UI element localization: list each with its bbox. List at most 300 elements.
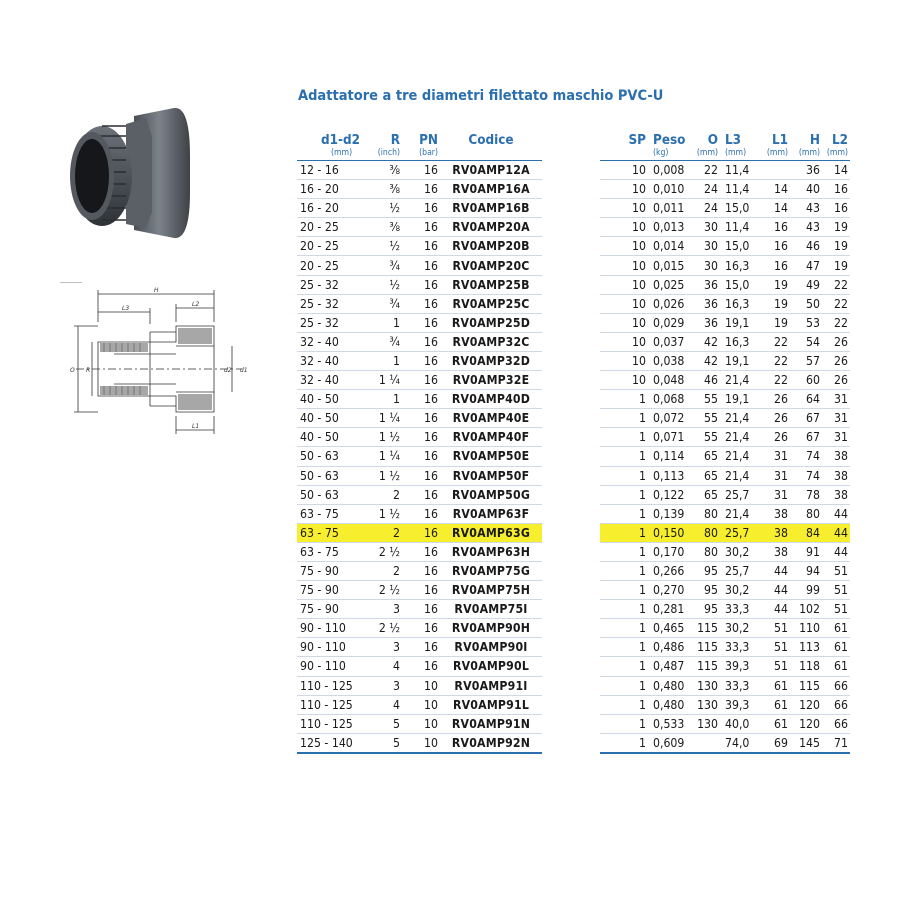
cell-pn: 16 xyxy=(402,390,440,409)
cell-l3: 15,0 xyxy=(720,237,752,256)
cell-peso: 0,029 xyxy=(648,313,690,332)
column-unit-l1: (mm) xyxy=(766,148,788,158)
header-row xyxy=(297,128,850,148)
cell-l3: 74,0 xyxy=(720,733,752,753)
cell-code: RV0AMP12A xyxy=(440,161,542,180)
cell-peso: 0,486 xyxy=(648,638,690,657)
cell-gap xyxy=(542,180,600,199)
cell-gap xyxy=(542,313,600,332)
cell-code: RV0AMP40D xyxy=(440,390,542,409)
table-row xyxy=(297,600,850,619)
cell-d: 90 - 110 xyxy=(297,619,370,638)
cell-l2: 61 xyxy=(822,657,850,676)
column-unit-h: (mm) xyxy=(798,148,820,158)
cell-gap xyxy=(542,600,600,619)
cell-l1: 38 xyxy=(752,504,790,523)
cell-l2: 61 xyxy=(822,638,850,657)
cell-r: 2 ½ xyxy=(370,542,402,561)
cell-d: 25 - 32 xyxy=(297,313,370,332)
cell-d: 125 - 140 xyxy=(297,733,370,753)
cell-d: 75 - 90 xyxy=(297,561,370,580)
cell-r: ¾ xyxy=(370,332,402,351)
cell-sp: 1 xyxy=(600,428,648,447)
table-row xyxy=(297,256,850,275)
cell-code: RV0AMP16B xyxy=(440,199,542,218)
cell-l2: 51 xyxy=(822,600,850,619)
cell-code: RV0AMP50E xyxy=(440,447,542,466)
cell-pn: 16 xyxy=(402,657,440,676)
product-photo xyxy=(62,96,192,248)
cell-r: ⅜ xyxy=(370,180,402,199)
table-body xyxy=(297,161,850,753)
cell-h: 67 xyxy=(790,428,822,447)
cell-sp: 1 xyxy=(600,733,648,753)
cell-pn: 16 xyxy=(402,523,440,542)
cell-l3: 16,3 xyxy=(720,256,752,275)
dim-l3-label: L3 xyxy=(122,305,130,312)
cell-o: 115 xyxy=(690,657,720,676)
cell-sp: 1 xyxy=(600,523,648,542)
table-row xyxy=(297,676,850,695)
cell-l3: 15,0 xyxy=(720,275,752,294)
cell-o: 80 xyxy=(690,523,720,542)
cell-l1: 51 xyxy=(752,638,790,657)
cell-l3: 16,3 xyxy=(720,332,752,351)
cell-l1: 38 xyxy=(752,523,790,542)
cell-o: 46 xyxy=(690,371,720,390)
cell-peso: 0,026 xyxy=(648,294,690,313)
cell-l1: 69 xyxy=(752,733,790,753)
cell-pn: 16 xyxy=(402,504,440,523)
cell-peso: 0,270 xyxy=(648,581,690,600)
cell-l2: 38 xyxy=(822,485,850,504)
cell-peso: 0,048 xyxy=(648,371,690,390)
cell-code: RV0AMP20C xyxy=(440,256,542,275)
cell-r: 2 xyxy=(370,523,402,542)
cell-o: 80 xyxy=(690,504,720,523)
cell-l2: 19 xyxy=(822,218,850,237)
cell-r: ½ xyxy=(370,199,402,218)
cell-l2: 66 xyxy=(822,714,850,733)
cell-gap xyxy=(542,447,600,466)
cell-r: 1 ½ xyxy=(370,428,402,447)
cell-pn: 16 xyxy=(402,275,440,294)
table-row xyxy=(297,733,850,753)
cell-l2: 16 xyxy=(822,180,850,199)
cell-peso: 0,015 xyxy=(648,256,690,275)
cell-code: RV0AMP91I xyxy=(440,676,542,695)
cell-h: 102 xyxy=(790,600,822,619)
cell-l2: 71 xyxy=(822,733,850,753)
cell-o: 65 xyxy=(690,447,720,466)
table-row xyxy=(297,428,850,447)
cell-pn: 16 xyxy=(402,218,440,237)
cell-pn: 16 xyxy=(402,351,440,370)
cell-h: 74 xyxy=(790,466,822,485)
cell-l3: 15,0 xyxy=(720,199,752,218)
cell-sp: 10 xyxy=(600,371,648,390)
cell-r: 1 xyxy=(370,390,402,409)
cell-d: 40 - 50 xyxy=(297,409,370,428)
cell-gap xyxy=(542,294,600,313)
cell-d: 110 - 125 xyxy=(297,714,370,733)
cell-o: 36 xyxy=(690,294,720,313)
cell-sp: 10 xyxy=(600,218,648,237)
cell-l3: 21,4 xyxy=(720,409,752,428)
cell-l1: 44 xyxy=(752,600,790,619)
cell-h: 43 xyxy=(790,218,822,237)
cell-sp: 1 xyxy=(600,390,648,409)
cell-o: 55 xyxy=(690,428,720,447)
cell-peso: 0,533 xyxy=(648,714,690,733)
cell-r: 1 ¼ xyxy=(370,447,402,466)
cell-peso: 0,609 xyxy=(648,733,690,753)
cell-peso: 0,480 xyxy=(648,695,690,714)
cell-pn: 16 xyxy=(402,256,440,275)
column-header-l1: L1 xyxy=(771,133,788,148)
cell-r: 2 xyxy=(370,561,402,580)
cell-peso: 0,266 xyxy=(648,561,690,580)
cell-sp: 10 xyxy=(600,237,648,256)
cell-l1: 14 xyxy=(752,180,790,199)
table-row xyxy=(297,371,850,390)
cell-l3: 21,4 xyxy=(720,447,752,466)
table-row xyxy=(297,313,850,332)
cell-r: 1 xyxy=(370,351,402,370)
cell-o: 95 xyxy=(690,581,720,600)
cell-l2: 22 xyxy=(822,275,850,294)
cell-gap xyxy=(542,371,600,390)
cell-l1: 19 xyxy=(752,275,790,294)
cell-l3: 11,4 xyxy=(720,161,752,180)
cell-l1: 19 xyxy=(752,313,790,332)
column-unit-l3: (mm) xyxy=(725,148,747,158)
cell-pn: 16 xyxy=(402,581,440,600)
cell-code: RV0AMP40F xyxy=(440,428,542,447)
cell-code: RV0AMP75H xyxy=(440,581,542,600)
cell-gap xyxy=(542,409,600,428)
cell-l3: 19,1 xyxy=(720,351,752,370)
dim-d1-label: d1 xyxy=(240,367,248,374)
cell-sp: 10 xyxy=(600,199,648,218)
cell-sp: 1 xyxy=(600,466,648,485)
cell-gap xyxy=(542,161,600,180)
cell-code: RV0AMP25B xyxy=(440,275,542,294)
cell-pn: 16 xyxy=(402,199,440,218)
column-header-code: Codice xyxy=(468,133,514,148)
cell-gap xyxy=(542,466,600,485)
cell-d: 75 - 90 xyxy=(297,581,370,600)
cell-sp: 10 xyxy=(600,161,648,180)
cell-sp: 1 xyxy=(600,600,648,619)
cell-peso: 0,013 xyxy=(648,218,690,237)
cell-d: 25 - 32 xyxy=(297,294,370,313)
cell-o: 115 xyxy=(690,638,720,657)
table-row xyxy=(297,619,850,638)
cell-l1: 16 xyxy=(752,256,790,275)
cell-gap xyxy=(542,733,600,753)
cell-gap xyxy=(542,237,600,256)
cell-d: 50 - 63 xyxy=(297,447,370,466)
column-unit-pn: (bar) xyxy=(419,148,438,158)
table-row xyxy=(297,714,850,733)
cell-h: 110 xyxy=(790,619,822,638)
cell-gap xyxy=(542,581,600,600)
cell-o: 130 xyxy=(690,714,720,733)
cell-l3: 30,2 xyxy=(720,581,752,600)
cell-h: 36 xyxy=(790,161,822,180)
cell-peso: 0,114 xyxy=(648,447,690,466)
cell-h: 60 xyxy=(790,371,822,390)
table-row xyxy=(297,180,850,199)
cell-sp: 1 xyxy=(600,619,648,638)
cell-l3: 33,3 xyxy=(720,600,752,619)
cell-l3: 19,1 xyxy=(720,390,752,409)
cell-o: 130 xyxy=(690,695,720,714)
cell-l1: 44 xyxy=(752,581,790,600)
table-row xyxy=(297,485,850,504)
cell-l1: 14 xyxy=(752,199,790,218)
table-row xyxy=(297,332,850,351)
cell-o: 30 xyxy=(690,218,720,237)
column-unit-r: (inch) xyxy=(377,148,400,158)
cell-l3: 21,4 xyxy=(720,504,752,523)
cell-r: 1 xyxy=(370,313,402,332)
cell-l3: 16,3 xyxy=(720,294,752,313)
cell-h: 78 xyxy=(790,485,822,504)
cell-d: 63 - 75 xyxy=(297,542,370,561)
cell-o: 130 xyxy=(690,676,720,695)
cell-peso: 0,068 xyxy=(648,390,690,409)
cell-peso: 0,025 xyxy=(648,275,690,294)
cell-h: 53 xyxy=(790,313,822,332)
cell-l1: 22 xyxy=(752,351,790,370)
column-header-d: d1-d2 xyxy=(321,133,361,148)
cell-o: 42 xyxy=(690,351,720,370)
cell-peso: 0,465 xyxy=(648,619,690,638)
cell-code: RV0AMP75I xyxy=(440,600,542,619)
cell-peso: 0,487 xyxy=(648,657,690,676)
cell-code: RV0AMP91L xyxy=(440,695,542,714)
cell-pn: 16 xyxy=(402,294,440,313)
cell-peso: 0,480 xyxy=(648,676,690,695)
cell-h: 74 xyxy=(790,447,822,466)
cell-sp: 1 xyxy=(600,447,648,466)
cell-gap xyxy=(542,504,600,523)
cell-d: 20 - 25 xyxy=(297,218,370,237)
dim-o-label: O xyxy=(70,367,75,374)
cell-peso: 0,170 xyxy=(648,542,690,561)
cell-l1: 22 xyxy=(752,371,790,390)
cell-code: RV0AMP90I xyxy=(440,638,542,657)
cell-l2: 38 xyxy=(822,466,850,485)
cell-sp: 10 xyxy=(600,351,648,370)
cell-sp: 10 xyxy=(600,294,648,313)
cell-l2: 26 xyxy=(822,332,850,351)
cell-code: RV0AMP90H xyxy=(440,619,542,638)
cell-l3: 33,3 xyxy=(720,638,752,657)
cell-h: 40 xyxy=(790,180,822,199)
cell-d: 110 - 125 xyxy=(297,695,370,714)
cell-code: RV0AMP63H xyxy=(440,542,542,561)
dim-l2-label: L2 xyxy=(192,301,200,308)
cell-sp: 1 xyxy=(600,409,648,428)
cell-l3: 25,7 xyxy=(720,485,752,504)
column-header-sp: SP xyxy=(628,133,646,148)
cell-code: RV0AMP25C xyxy=(440,294,542,313)
cell-pn: 16 xyxy=(402,561,440,580)
column-unit-sp xyxy=(600,148,648,161)
cell-h: 57 xyxy=(790,351,822,370)
cell-l1: 31 xyxy=(752,485,790,504)
cell-d: 20 - 25 xyxy=(297,256,370,275)
cell-r: 4 xyxy=(370,657,402,676)
table-row xyxy=(297,409,850,428)
cell-l1: 22 xyxy=(752,332,790,351)
technical-drawing xyxy=(64,282,250,450)
cell-l1: 26 xyxy=(752,390,790,409)
cell-l2: 31 xyxy=(822,409,850,428)
cell-r: 2 ½ xyxy=(370,581,402,600)
cell-gap xyxy=(542,695,600,714)
cell-r: ⅜ xyxy=(370,218,402,237)
cell-l2: 51 xyxy=(822,561,850,580)
cell-d: 32 - 40 xyxy=(297,332,370,351)
cell-gap xyxy=(542,619,600,638)
cell-r: 1 ½ xyxy=(370,466,402,485)
cell-l3: 33,3 xyxy=(720,676,752,695)
cell-peso: 0,010 xyxy=(648,180,690,199)
cell-h: 80 xyxy=(790,504,822,523)
cell-l2: 19 xyxy=(822,237,850,256)
column-unit-code xyxy=(440,148,542,161)
cell-l1: 16 xyxy=(752,218,790,237)
cell-peso: 0,122 xyxy=(648,485,690,504)
cell-code: RV0AMP40E xyxy=(440,409,542,428)
dim-h-label: H xyxy=(154,287,159,294)
cell-d: 90 - 110 xyxy=(297,638,370,657)
cell-l3: 21,4 xyxy=(720,466,752,485)
table-row xyxy=(297,390,850,409)
cell-l2: 44 xyxy=(822,523,850,542)
cell-r: ⅜ xyxy=(370,161,402,180)
cell-r: ½ xyxy=(370,275,402,294)
cell-h: 43 xyxy=(790,199,822,218)
column-header-h: H xyxy=(809,133,820,148)
cell-l2: 61 xyxy=(822,619,850,638)
cell-l3: 39,3 xyxy=(720,657,752,676)
table-row xyxy=(297,638,850,657)
cell-l3: 11,4 xyxy=(720,180,752,199)
cell-h: 49 xyxy=(790,275,822,294)
cell-gap xyxy=(542,332,600,351)
cell-h: 120 xyxy=(790,695,822,714)
cell-gap xyxy=(542,256,600,275)
cell-l2: 31 xyxy=(822,428,850,447)
cell-d: 90 - 110 xyxy=(297,657,370,676)
cell-l3: 21,4 xyxy=(720,371,752,390)
cell-l2: 44 xyxy=(822,542,850,561)
table-row xyxy=(297,466,850,485)
header-gap xyxy=(542,128,600,148)
table-row xyxy=(297,161,850,180)
cell-pn: 16 xyxy=(402,600,440,619)
cell-o: 30 xyxy=(690,237,720,256)
table-row xyxy=(297,561,850,580)
cell-code: RV0AMP20B xyxy=(440,237,542,256)
cell-o: 36 xyxy=(690,313,720,332)
cell-l2: 19 xyxy=(822,256,850,275)
cell-h: 113 xyxy=(790,638,822,657)
cell-code: RV0AMP32C xyxy=(440,332,542,351)
cell-h: 94 xyxy=(790,561,822,580)
table-row xyxy=(297,237,850,256)
cell-o: 36 xyxy=(690,275,720,294)
cell-gap xyxy=(542,714,600,733)
cell-h: 47 xyxy=(790,256,822,275)
cell-o: 95 xyxy=(690,600,720,619)
cell-peso: 0,008 xyxy=(648,161,690,180)
cell-d: 32 - 40 xyxy=(297,371,370,390)
column-header-l2: L2 xyxy=(831,133,848,148)
cell-d: 40 - 50 xyxy=(297,428,370,447)
cell-l1: 31 xyxy=(752,466,790,485)
cell-h: 64 xyxy=(790,390,822,409)
cell-pn: 16 xyxy=(402,619,440,638)
page-title: Adattatore a tre diametri filettato maschio PVC-U xyxy=(298,88,664,104)
cell-h: 46 xyxy=(790,237,822,256)
cell-pn: 16 xyxy=(402,466,440,485)
dim-d2-label: d2 xyxy=(224,367,232,374)
cell-sp: 10 xyxy=(600,180,648,199)
column-unit-d: (mm) xyxy=(331,148,353,158)
cell-peso: 0,014 xyxy=(648,237,690,256)
column-unit-o: (mm) xyxy=(696,148,718,158)
unit-row xyxy=(297,148,850,161)
cell-l3: 30,2 xyxy=(720,542,752,561)
column-header-l3: L3 xyxy=(725,133,742,148)
cell-peso: 0,037 xyxy=(648,332,690,351)
cell-gap xyxy=(542,218,600,237)
cell-gap xyxy=(542,390,600,409)
cell-pn: 16 xyxy=(402,428,440,447)
cell-l1: 44 xyxy=(752,561,790,580)
cell-sp: 1 xyxy=(600,561,648,580)
cell-l3: 39,3 xyxy=(720,695,752,714)
cell-peso: 0,113 xyxy=(648,466,690,485)
cell-r: 5 xyxy=(370,714,402,733)
cell-gap xyxy=(542,275,600,294)
table-row xyxy=(297,294,850,313)
cell-l1: 51 xyxy=(752,657,790,676)
cell-sp: 10 xyxy=(600,332,648,351)
cell-l2: 16 xyxy=(822,199,850,218)
cell-o: 65 xyxy=(690,485,720,504)
cell-l2: 38 xyxy=(822,447,850,466)
cell-code: RV0AMP90L xyxy=(440,657,542,676)
cell-pn: 10 xyxy=(402,695,440,714)
cell-gap xyxy=(542,199,600,218)
cell-d: 16 - 20 xyxy=(297,180,370,199)
cell-gap xyxy=(542,657,600,676)
cell-code: RV0AMP16A xyxy=(440,180,542,199)
cell-code: RV0AMP63F xyxy=(440,504,542,523)
cell-sp: 10 xyxy=(600,275,648,294)
cell-sp: 1 xyxy=(600,581,648,600)
cell-h: 99 xyxy=(790,581,822,600)
cell-pn: 10 xyxy=(402,676,440,695)
cell-l1: 26 xyxy=(752,428,790,447)
